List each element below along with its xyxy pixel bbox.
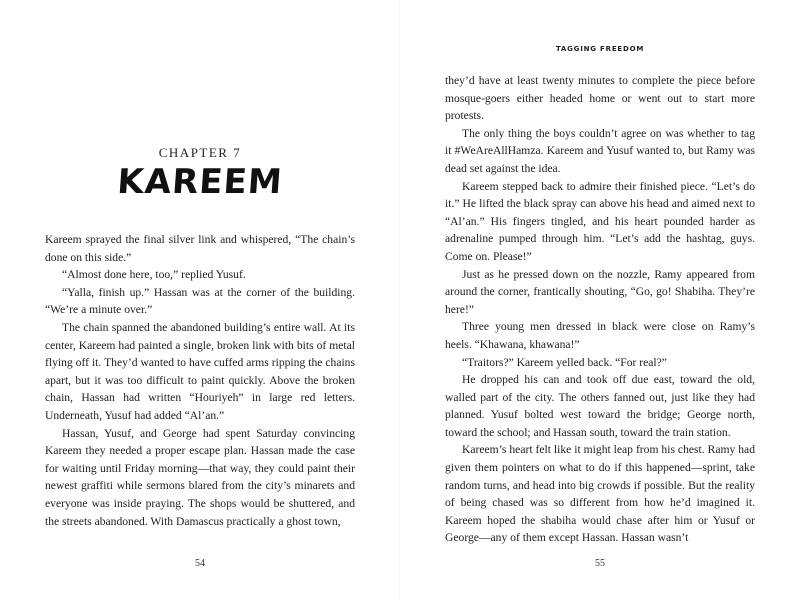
paragraph: The only thing the boys couldn’t agree on was whether to tag it #WeAreAllHamza. Kareem and Yusuf wanted to, but Ramy was dead set against the idea. [445, 126, 755, 175]
paragraph: The chain spanned the abandoned building’s entire wall. At its center, Kareem had painted a single, broken link with bits of metal flying off it. They’d wanted to have cuffed arms ripping the chains apart, but it was too difficult to paint quickly. Above the broken chain, Hassan had written “Houriyeh” in large red letters. Underneath, Yusuf had added “Al’an.” [45, 320, 355, 422]
page-number-right: 55 [595, 558, 605, 569]
paragraph: Three young men dressed in black were close on Ramy’s heels. “Khawana, khawana!” [445, 320, 755, 351]
paragraph: Kareem’s heart felt like it might leap from his chest. Ramy had given them pointers on what to do if this happened—sprint, take random turns, and head into big crowds if possible. But the reality of being chased was so different from how he’d imagined it. Kareem hoped the shabiha would chase after him or Yusuf or George—any of them except Hassan. Hassan wasn’t [445, 443, 755, 545]
paragraph: Hassan, Yusuf, and George had spent Saturday convincing Kareem they needed a proper escape plan. Hassan made the case for waiting until Friday morning—that way, they could paint their newest graffiti while sermons blared from the city’s minarets and everyone was inside praying. The shops would be shuttered, and the streets abandoned. With Damascus practically a ghost town, [45, 426, 355, 528]
left-page-body [45, 231, 355, 530]
right-page-body [445, 72, 755, 547]
paragraph: “Yalla, finish up.” Hassan was at the corner of the building. “We’re a minute over.” [45, 285, 355, 317]
paragraph: “Traitors?” Kareem yelled back. “For real?” [462, 355, 667, 369]
chapter-label: CHAPTER 7 [158, 145, 242, 160]
paragraph: Kareem stepped back to admire their finished piece. “Let’s do it.” He lifted the black spray can above his head and aimed next to “Al’an.” His fingers tingled, and his heart pounded harder as adrenaline pumped through him. “Let’s add the hashtag, guys. Come on. Please!” [445, 179, 755, 263]
page-number-left: 54 [195, 558, 205, 569]
paragraph: He dropped his can and took off due east, toward the old, walled part of the city. The others fanned out, just like they had planned. Yusuf bolted west toward the bridge; George north, toward the school; and Hassan south, toward the train station. [445, 373, 755, 439]
paragraph: Kareem sprayed the final silver link and whispered, “The chain’s done on this side.” [45, 233, 355, 264]
paragraph: “Almost done here, too,” replied Yusuf. [62, 268, 246, 282]
paragraph: they’d have at least twenty minutes to complete the piece before mosque-goers either headed home or went out to start more protests. [445, 74, 755, 123]
chapter-title: KAREEM [116, 162, 284, 202]
running-head: TAGGING FREEDOM [555, 45, 645, 53]
book-gutter [399, 0, 401, 600]
paragraph: Just as he pressed down on the nozzle, Ramy appeared from around the corner, frantically shouting, “Go, go! Shabiha. They’re here!” [445, 267, 755, 316]
